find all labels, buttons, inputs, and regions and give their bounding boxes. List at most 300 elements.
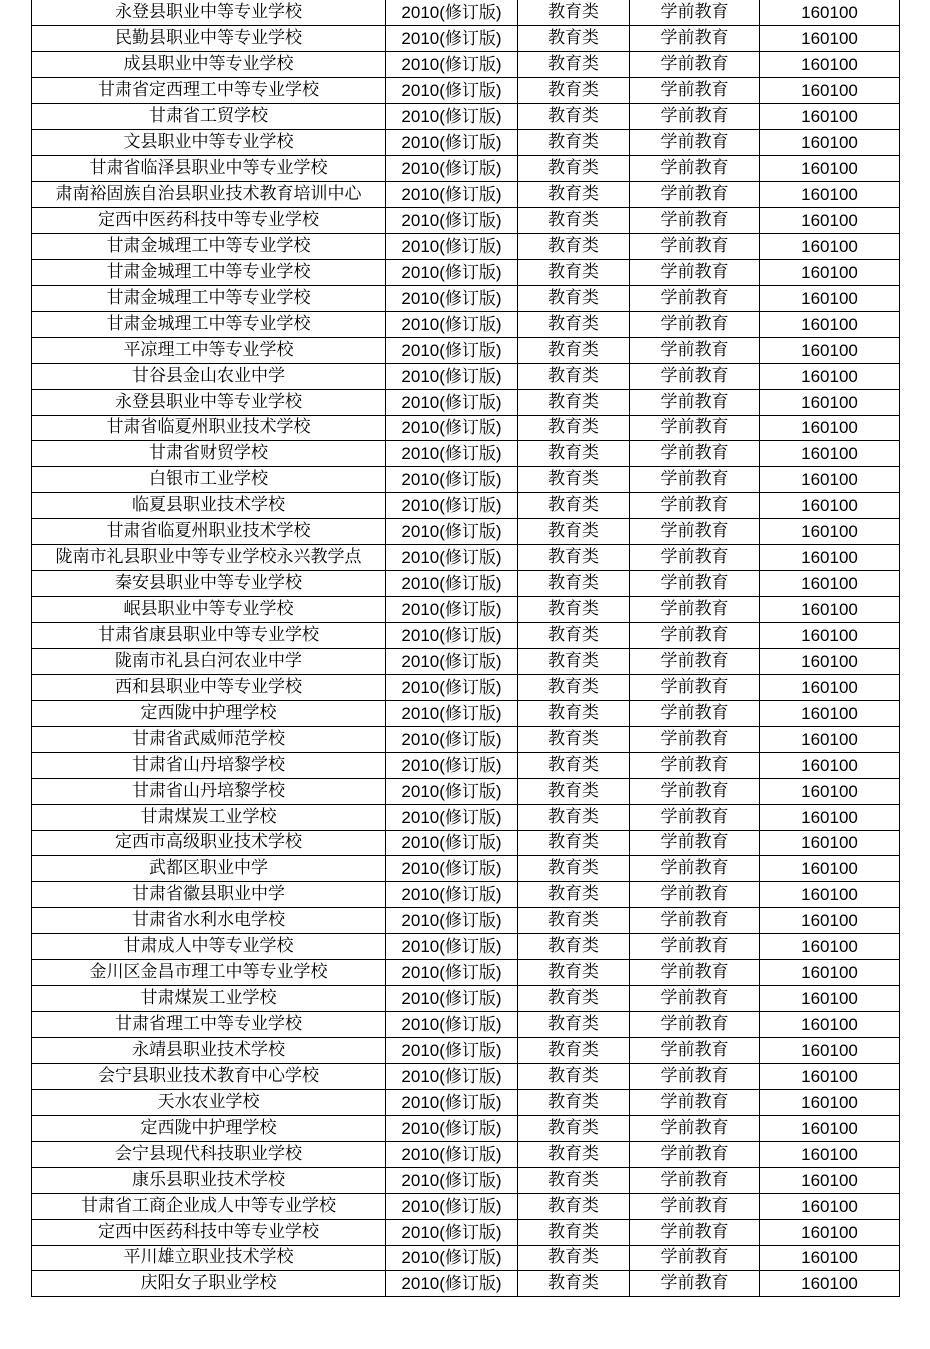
major-cell: 学前教育 <box>630 208 760 234</box>
school-name-cell: 武都区职业中学 <box>32 856 386 882</box>
standard-version-cell: 2010(修订版) <box>386 26 518 52</box>
major-code-cell: 160100 <box>760 1245 900 1271</box>
table-row <box>32 1219 900 1245</box>
school-name-cell: 岷县职业中等专业学校 <box>32 597 386 623</box>
category-cell: 教育类 <box>518 78 630 104</box>
major-cell: 学前教育 <box>630 493 760 519</box>
standard-version-cell: 2010(修订版) <box>386 1167 518 1193</box>
major-code-cell: 160100 <box>760 52 900 78</box>
major-cell: 学前教育 <box>630 960 760 986</box>
category-cell: 教育类 <box>518 648 630 674</box>
table-row <box>32 804 900 830</box>
standard-version-cell: 2010(修订版) <box>386 78 518 104</box>
category-cell: 教育类 <box>518 519 630 545</box>
table-row <box>32 233 900 259</box>
major-cell: 学前教育 <box>630 1038 760 1064</box>
major-code-cell: 160100 <box>760 986 900 1012</box>
category-cell: 教育类 <box>518 908 630 934</box>
table-row <box>32 752 900 778</box>
table-row <box>32 441 900 467</box>
major-cell: 学前教育 <box>630 986 760 1012</box>
table-row <box>32 467 900 493</box>
major-code-cell: 160100 <box>760 778 900 804</box>
table-row <box>32 1167 900 1193</box>
table-row <box>32 882 900 908</box>
major-code-cell: 160100 <box>760 130 900 156</box>
major-cell: 学前教育 <box>630 1167 760 1193</box>
table-row <box>32 52 900 78</box>
standard-version-cell: 2010(修订版) <box>386 960 518 986</box>
category-cell: 教育类 <box>518 1219 630 1245</box>
standard-version-cell: 2010(修订版) <box>386 804 518 830</box>
school-major-table-container <box>31 0 900 1297</box>
category-cell: 教育类 <box>518 1089 630 1115</box>
category-cell: 教育类 <box>518 597 630 623</box>
table-row <box>32 208 900 234</box>
table-row <box>32 830 900 856</box>
school-name-cell: 永登县职业中等专业学校 <box>32 389 386 415</box>
table-row <box>32 389 900 415</box>
category-cell: 教育类 <box>518 1193 630 1219</box>
major-cell: 学前教育 <box>630 311 760 337</box>
school-name-cell: 定西市高级职业技术学校 <box>32 830 386 856</box>
category-cell: 教育类 <box>518 1012 630 1038</box>
school-name-cell: 甘肃省武威师范学校 <box>32 726 386 752</box>
major-code-cell: 160100 <box>760 78 900 104</box>
school-name-cell: 永靖县职业技术学校 <box>32 1038 386 1064</box>
major-cell: 学前教育 <box>630 1141 760 1167</box>
category-cell: 教育类 <box>518 233 630 259</box>
major-code-cell: 160100 <box>760 1063 900 1089</box>
major-code-cell: 160100 <box>760 285 900 311</box>
table-row <box>32 856 900 882</box>
table-row <box>32 415 900 441</box>
category-cell: 教育类 <box>518 52 630 78</box>
category-cell: 教育类 <box>518 674 630 700</box>
category-cell: 教育类 <box>518 1063 630 1089</box>
school-name-cell: 金川区金昌市理工中等专业学校 <box>32 960 386 986</box>
table-row <box>32 1271 900 1297</box>
standard-version-cell: 2010(修订版) <box>386 285 518 311</box>
school-name-cell: 成县职业中等专业学校 <box>32 52 386 78</box>
category-cell: 教育类 <box>518 467 630 493</box>
major-cell: 学前教育 <box>630 78 760 104</box>
category-cell: 教育类 <box>518 700 630 726</box>
major-cell: 学前教育 <box>630 726 760 752</box>
standard-version-cell: 2010(修订版) <box>386 363 518 389</box>
school-name-cell: 甘肃省徽县职业中学 <box>32 882 386 908</box>
major-code-cell: 160100 <box>760 1038 900 1064</box>
table-row <box>32 1245 900 1271</box>
standard-version-cell: 2010(修订版) <box>386 1245 518 1271</box>
category-cell: 教育类 <box>518 208 630 234</box>
school-name-cell: 定西陇中护理学校 <box>32 1115 386 1141</box>
major-code-cell: 160100 <box>760 934 900 960</box>
school-name-cell: 甘肃金城理工中等专业学校 <box>32 311 386 337</box>
category-cell: 教育类 <box>518 934 630 960</box>
category-cell: 教育类 <box>518 389 630 415</box>
major-cell: 学前教育 <box>630 674 760 700</box>
category-cell: 教育类 <box>518 26 630 52</box>
school-name-cell: 肃南裕固族自治县职业技术教育培训中心 <box>32 182 386 208</box>
table-row <box>32 986 900 1012</box>
major-cell: 学前教育 <box>630 648 760 674</box>
table-row <box>32 363 900 389</box>
standard-version-cell: 2010(修订版) <box>386 623 518 649</box>
major-cell: 学前教育 <box>630 389 760 415</box>
category-cell: 教育类 <box>518 960 630 986</box>
major-cell: 学前教育 <box>630 1219 760 1245</box>
major-code-cell: 160100 <box>760 908 900 934</box>
category-cell: 教育类 <box>518 623 630 649</box>
school-name-cell: 甘肃金城理工中等专业学校 <box>32 233 386 259</box>
category-cell: 教育类 <box>518 156 630 182</box>
table-row <box>32 493 900 519</box>
major-cell: 学前教育 <box>630 545 760 571</box>
table-row <box>32 337 900 363</box>
table-row <box>32 1089 900 1115</box>
table-row <box>32 1038 900 1064</box>
table-body <box>32 0 900 1297</box>
table-row <box>32 1063 900 1089</box>
major-code-cell: 160100 <box>760 674 900 700</box>
major-code-cell: 160100 <box>760 259 900 285</box>
major-cell: 学前教育 <box>630 519 760 545</box>
category-cell: 教育类 <box>518 1271 630 1297</box>
school-name-cell: 康乐县职业技术学校 <box>32 1167 386 1193</box>
major-code-cell: 160100 <box>760 467 900 493</box>
standard-version-cell: 2010(修订版) <box>386 259 518 285</box>
table-row <box>32 1193 900 1219</box>
major-code-cell: 160100 <box>760 1167 900 1193</box>
major-code-cell: 160100 <box>760 752 900 778</box>
major-cell: 学前教育 <box>630 467 760 493</box>
standard-version-cell: 2010(修订版) <box>386 908 518 934</box>
standard-version-cell: 2010(修订版) <box>386 1193 518 1219</box>
standard-version-cell: 2010(修订版) <box>386 934 518 960</box>
school-name-cell: 甘肃煤炭工业学校 <box>32 804 386 830</box>
major-cell: 学前教育 <box>630 441 760 467</box>
category-cell: 教育类 <box>518 1115 630 1141</box>
major-cell: 学前教育 <box>630 233 760 259</box>
category-cell: 教育类 <box>518 1167 630 1193</box>
major-cell: 学前教育 <box>630 856 760 882</box>
school-name-cell: 甘肃金城理工中等专业学校 <box>32 259 386 285</box>
major-code-cell: 160100 <box>760 156 900 182</box>
school-name-cell: 甘谷县金山农业中学 <box>32 363 386 389</box>
standard-version-cell: 2010(修订版) <box>386 130 518 156</box>
table-row <box>32 700 900 726</box>
major-cell: 学前教育 <box>630 1012 760 1038</box>
major-code-cell: 160100 <box>760 1115 900 1141</box>
school-name-cell: 甘肃省工商企业成人中等专业学校 <box>32 1193 386 1219</box>
standard-version-cell: 2010(修订版) <box>386 208 518 234</box>
school-name-cell: 甘肃金城理工中等专业学校 <box>32 285 386 311</box>
major-cell: 学前教育 <box>630 1089 760 1115</box>
major-code-cell: 160100 <box>760 337 900 363</box>
major-cell: 学前教育 <box>630 363 760 389</box>
major-cell: 学前教育 <box>630 908 760 934</box>
standard-version-cell: 2010(修订版) <box>386 1012 518 1038</box>
major-cell: 学前教育 <box>630 934 760 960</box>
school-name-cell: 甘肃省临泽县职业中等专业学校 <box>32 156 386 182</box>
standard-version-cell: 2010(修订版) <box>386 545 518 571</box>
category-cell: 教育类 <box>518 882 630 908</box>
table-row <box>32 519 900 545</box>
major-cell: 学前教育 <box>630 130 760 156</box>
major-cell: 学前教育 <box>630 52 760 78</box>
major-cell: 学前教育 <box>630 597 760 623</box>
major-code-cell: 160100 <box>760 389 900 415</box>
standard-version-cell: 2010(修订版) <box>386 752 518 778</box>
standard-version-cell: 2010(修订版) <box>386 104 518 130</box>
major-cell: 学前教育 <box>630 1115 760 1141</box>
major-cell: 学前教育 <box>630 26 760 52</box>
category-cell: 教育类 <box>518 0 630 26</box>
major-code-cell: 160100 <box>760 0 900 26</box>
major-code-cell: 160100 <box>760 856 900 882</box>
school-name-cell: 甘肃煤炭工业学校 <box>32 986 386 1012</box>
major-cell: 学前教育 <box>630 882 760 908</box>
major-code-cell: 160100 <box>760 726 900 752</box>
table-row <box>32 259 900 285</box>
school-name-cell: 甘肃省水利水电学校 <box>32 908 386 934</box>
major-cell: 学前教育 <box>630 1193 760 1219</box>
major-code-cell: 160100 <box>760 830 900 856</box>
table-row <box>32 674 900 700</box>
school-name-cell: 永登县职业中等专业学校 <box>32 0 386 26</box>
standard-version-cell: 2010(修订版) <box>386 311 518 337</box>
school-name-cell: 庆阳女子职业学校 <box>32 1271 386 1297</box>
major-cell: 学前教育 <box>630 778 760 804</box>
major-cell: 学前教育 <box>630 571 760 597</box>
standard-version-cell: 2010(修订版) <box>386 182 518 208</box>
major-cell: 学前教育 <box>630 104 760 130</box>
category-cell: 教育类 <box>518 285 630 311</box>
major-code-cell: 160100 <box>760 804 900 830</box>
major-cell: 学前教育 <box>630 415 760 441</box>
category-cell: 教育类 <box>518 752 630 778</box>
major-code-cell: 160100 <box>760 700 900 726</box>
table-row <box>32 156 900 182</box>
standard-version-cell: 2010(修订版) <box>386 441 518 467</box>
school-name-cell: 甘肃省财贸学校 <box>32 441 386 467</box>
standard-version-cell: 2010(修订版) <box>386 493 518 519</box>
major-code-cell: 160100 <box>760 1141 900 1167</box>
school-name-cell: 白银市工业学校 <box>32 467 386 493</box>
standard-version-cell: 2010(修订版) <box>386 1271 518 1297</box>
major-code-cell: 160100 <box>760 597 900 623</box>
standard-version-cell: 2010(修订版) <box>386 233 518 259</box>
standard-version-cell: 2010(修订版) <box>386 0 518 26</box>
standard-version-cell: 2010(修订版) <box>386 700 518 726</box>
category-cell: 教育类 <box>518 1141 630 1167</box>
major-code-cell: 160100 <box>760 1219 900 1245</box>
table-row <box>32 1115 900 1141</box>
table-row <box>32 182 900 208</box>
standard-version-cell: 2010(修订版) <box>386 856 518 882</box>
table-row <box>32 960 900 986</box>
school-name-cell: 甘肃省理工中等专业学校 <box>32 1012 386 1038</box>
category-cell: 教育类 <box>518 182 630 208</box>
major-code-cell: 160100 <box>760 311 900 337</box>
major-cell: 学前教育 <box>630 700 760 726</box>
table-row <box>32 1141 900 1167</box>
school-name-cell: 会宁县职业技术教育中心学校 <box>32 1063 386 1089</box>
major-code-cell: 160100 <box>760 208 900 234</box>
standard-version-cell: 2010(修订版) <box>386 1089 518 1115</box>
school-name-cell: 甘肃省临夏州职业技术学校 <box>32 519 386 545</box>
table-row <box>32 285 900 311</box>
major-cell: 学前教育 <box>630 804 760 830</box>
category-cell: 教育类 <box>518 363 630 389</box>
table-row <box>32 726 900 752</box>
major-cell: 学前教育 <box>630 259 760 285</box>
major-code-cell: 160100 <box>760 519 900 545</box>
school-name-cell: 甘肃省山丹培黎学校 <box>32 752 386 778</box>
table-row <box>32 311 900 337</box>
category-cell: 教育类 <box>518 259 630 285</box>
standard-version-cell: 2010(修订版) <box>386 415 518 441</box>
major-code-cell: 160100 <box>760 1089 900 1115</box>
category-cell: 教育类 <box>518 311 630 337</box>
standard-version-cell: 2010(修订版) <box>386 597 518 623</box>
table-row <box>32 104 900 130</box>
school-name-cell: 定西中医药科技中等专业学校 <box>32 1219 386 1245</box>
standard-version-cell: 2010(修订版) <box>386 882 518 908</box>
school-name-cell: 定西中医药科技中等专业学校 <box>32 208 386 234</box>
category-cell: 教育类 <box>518 986 630 1012</box>
school-major-table <box>31 0 900 1297</box>
school-name-cell: 民勤县职业中等专业学校 <box>32 26 386 52</box>
school-name-cell: 天水农业学校 <box>32 1089 386 1115</box>
major-code-cell: 160100 <box>760 1193 900 1219</box>
major-cell: 学前教育 <box>630 1271 760 1297</box>
table-row <box>32 778 900 804</box>
standard-version-cell: 2010(修订版) <box>386 778 518 804</box>
table-row <box>32 0 900 26</box>
standard-version-cell: 2010(修订版) <box>386 1141 518 1167</box>
category-cell: 教育类 <box>518 545 630 571</box>
standard-version-cell: 2010(修订版) <box>386 648 518 674</box>
table-row <box>32 648 900 674</box>
school-name-cell: 定西陇中护理学校 <box>32 700 386 726</box>
school-name-cell: 平川雄立职业技术学校 <box>32 1245 386 1271</box>
category-cell: 教育类 <box>518 778 630 804</box>
major-cell: 学前教育 <box>630 156 760 182</box>
table-row <box>32 78 900 104</box>
standard-version-cell: 2010(修订版) <box>386 1115 518 1141</box>
category-cell: 教育类 <box>518 830 630 856</box>
major-cell: 学前教育 <box>630 285 760 311</box>
school-name-cell: 会宁县现代科技职业学校 <box>32 1141 386 1167</box>
category-cell: 教育类 <box>518 1245 630 1271</box>
standard-version-cell: 2010(修订版) <box>386 389 518 415</box>
table-row <box>32 130 900 156</box>
major-code-cell: 160100 <box>760 26 900 52</box>
school-name-cell: 陇南市礼县职业中等专业学校永兴教学点 <box>32 545 386 571</box>
school-name-cell: 甘肃省临夏州职业技术学校 <box>32 415 386 441</box>
standard-version-cell: 2010(修订版) <box>386 830 518 856</box>
table-row <box>32 934 900 960</box>
category-cell: 教育类 <box>518 104 630 130</box>
major-cell: 学前教育 <box>630 830 760 856</box>
major-cell: 学前教育 <box>630 752 760 778</box>
major-cell: 学前教育 <box>630 1245 760 1271</box>
table-row <box>32 26 900 52</box>
standard-version-cell: 2010(修订版) <box>386 571 518 597</box>
standard-version-cell: 2010(修订版) <box>386 726 518 752</box>
school-name-cell: 平凉理工中等专业学校 <box>32 337 386 363</box>
major-code-cell: 160100 <box>760 623 900 649</box>
category-cell: 教育类 <box>518 415 630 441</box>
category-cell: 教育类 <box>518 726 630 752</box>
category-cell: 教育类 <box>518 571 630 597</box>
category-cell: 教育类 <box>518 804 630 830</box>
school-name-cell: 文县职业中等专业学校 <box>32 130 386 156</box>
standard-version-cell: 2010(修订版) <box>386 674 518 700</box>
major-code-cell: 160100 <box>760 104 900 130</box>
school-name-cell: 甘肃省山丹培黎学校 <box>32 778 386 804</box>
standard-version-cell: 2010(修订版) <box>386 986 518 1012</box>
school-name-cell: 西和县职业中等专业学校 <box>32 674 386 700</box>
school-name-cell: 陇南市礼县白河农业中学 <box>32 648 386 674</box>
standard-version-cell: 2010(修订版) <box>386 156 518 182</box>
major-cell: 学前教育 <box>630 0 760 26</box>
major-cell: 学前教育 <box>630 337 760 363</box>
major-code-cell: 160100 <box>760 233 900 259</box>
category-cell: 教育类 <box>518 1038 630 1064</box>
table-row <box>32 571 900 597</box>
category-cell: 教育类 <box>518 130 630 156</box>
major-cell: 学前教育 <box>630 1063 760 1089</box>
major-code-cell: 160100 <box>760 882 900 908</box>
school-name-cell: 甘肃成人中等专业学校 <box>32 934 386 960</box>
category-cell: 教育类 <box>518 856 630 882</box>
school-name-cell: 秦安县职业中等专业学校 <box>32 571 386 597</box>
major-code-cell: 160100 <box>760 493 900 519</box>
table-row <box>32 908 900 934</box>
major-cell: 学前教育 <box>630 182 760 208</box>
major-code-cell: 160100 <box>760 441 900 467</box>
standard-version-cell: 2010(修订版) <box>386 1038 518 1064</box>
major-code-cell: 160100 <box>760 1012 900 1038</box>
table-row <box>32 623 900 649</box>
school-name-cell: 甘肃省康县职业中等专业学校 <box>32 623 386 649</box>
category-cell: 教育类 <box>518 441 630 467</box>
standard-version-cell: 2010(修订版) <box>386 1063 518 1089</box>
major-code-cell: 160100 <box>760 545 900 571</box>
table-row <box>32 545 900 571</box>
standard-version-cell: 2010(修订版) <box>386 519 518 545</box>
category-cell: 教育类 <box>518 493 630 519</box>
major-code-cell: 160100 <box>760 648 900 674</box>
major-code-cell: 160100 <box>760 571 900 597</box>
standard-version-cell: 2010(修订版) <box>386 337 518 363</box>
table-row <box>32 1012 900 1038</box>
major-code-cell: 160100 <box>760 415 900 441</box>
school-name-cell: 临夏县职业技术学校 <box>32 493 386 519</box>
major-code-cell: 160100 <box>760 363 900 389</box>
school-name-cell: 甘肃省工贸学校 <box>32 104 386 130</box>
major-code-cell: 160100 <box>760 1271 900 1297</box>
standard-version-cell: 2010(修订版) <box>386 52 518 78</box>
standard-version-cell: 2010(修订版) <box>386 1219 518 1245</box>
major-code-cell: 160100 <box>760 960 900 986</box>
table-row <box>32 597 900 623</box>
school-name-cell: 甘肃省定西理工中等专业学校 <box>32 78 386 104</box>
major-code-cell: 160100 <box>760 182 900 208</box>
